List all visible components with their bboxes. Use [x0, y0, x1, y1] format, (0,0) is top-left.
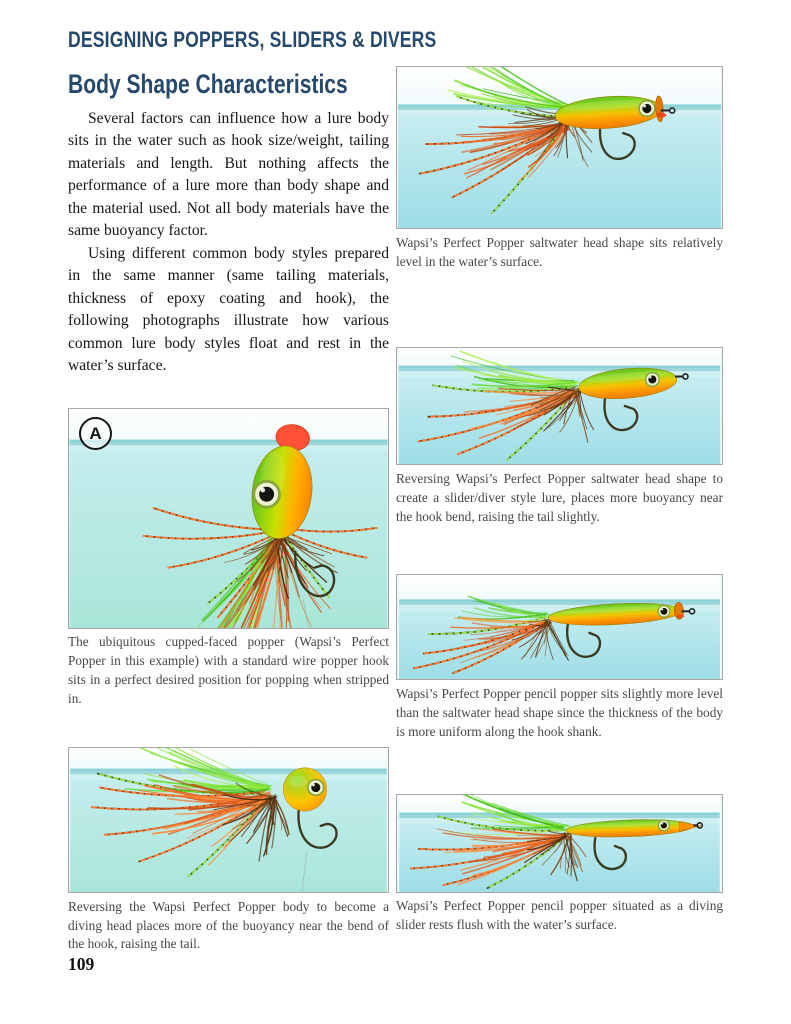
figure-caption: Wapsi’s Perfect Popper saltwater head shape sits relatively level in the water’s surface.: [396, 235, 723, 269]
body-text: [68, 108, 389, 377]
page-number: 109: [68, 954, 95, 974]
figure-caption: Reversing Wapsi’s Perfect Popper saltwater head shape to create a slider/diver style lure, places more buoyancy near the hook bend, raising the tail slightly.: [396, 471, 723, 524]
figure-photo-pencil-popper: [396, 574, 723, 680]
figure-caption: Reversing the Wapsi Perfect Popper body to become a diving head places more of the buoyancy near the bend of the hook, raising the tail.: [68, 899, 389, 952]
lure-illustration-pencil-diving-slider: [397, 795, 722, 892]
lure-illustration-reversed-slider: [397, 348, 722, 464]
chapter-kicker: DESIGNING POPPERS, SLIDERS & DIVERS: [68, 27, 437, 52]
figure-photo-saltwater-head: [396, 66, 723, 229]
body-paragraph-1: Several factors can influence how a lure body sits in the water such as hook size/weight, tailing materials and length. But nothing affects the performance of a lure more than body shape and the material used. Not all body materials have the same buoyancy factor.: [68, 110, 389, 240]
figure-caption: The ubiquitous cupped-faced popper (Wapsi’s Perfect Popper in this example) with a standard wire popper hook sits in a perfect desired position for popping when stripped in.: [68, 634, 389, 706]
figure-photo-reversed-slider: [396, 347, 723, 465]
label-a-badge: A: [79, 417, 112, 450]
figure-photo-vertical-popper: [68, 408, 389, 629]
lure-illustration-diving-head: [69, 748, 388, 892]
figure-photo-diving-head: [68, 747, 389, 893]
lure-illustration-pencil-popper: [397, 575, 722, 679]
figure-caption: Wapsi’s Perfect Popper pencil popper situated as a diving slider rests flush with the water’s surface.: [396, 898, 723, 932]
figure-caption: Wapsi’s Perfect Popper pencil popper sits slightly more level than the saltwater head shape since the thickness of the body is more uniform along the hook shank.: [396, 686, 723, 739]
figure-photo-pencil-diving-slider: [396, 794, 723, 893]
section-title: Body Shape Characteristics: [68, 69, 348, 99]
body-paragraph-2: Using different common body styles prepared in the same manner (same tailing materials, thickness of epoxy coating and hook), the following photographs illustrate how various common lure body styles float and rest in the water’s surface.: [68, 244, 389, 374]
lure-illustration-saltwater-head: [397, 67, 722, 228]
lure-illustration-vertical-popper: [69, 409, 388, 628]
